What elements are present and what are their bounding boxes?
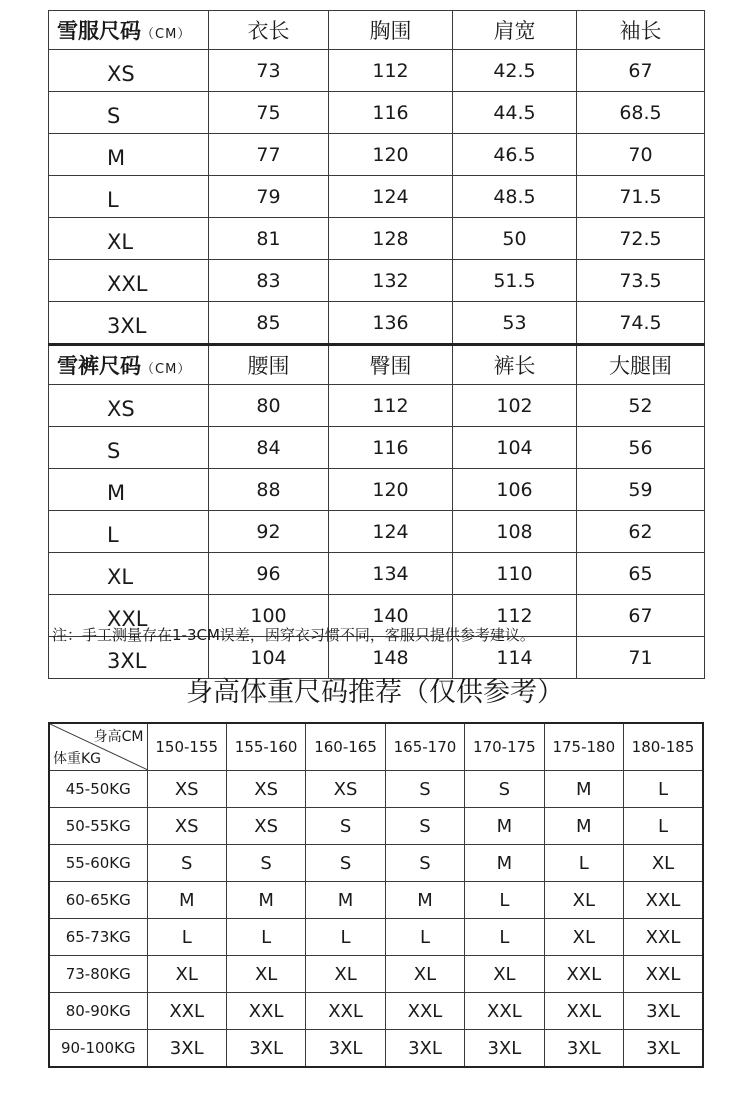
recommended-size-cell: M <box>226 882 305 919</box>
jacket-section <box>49 11 705 345</box>
pants-value-cell: 112 <box>453 595 577 637</box>
jacket-row <box>49 260 705 302</box>
recommended-size-cell: S <box>385 808 464 845</box>
pants-col-header: 臀围 <box>329 345 453 385</box>
recommended-size-cell: S <box>465 771 544 808</box>
recommended-size-cell: XS <box>147 808 226 845</box>
pants-value-cell: 106 <box>453 469 577 511</box>
pants-size-cell: M <box>49 469 209 511</box>
jacket-row <box>49 302 705 345</box>
pants-value-cell: 84 <box>209 427 329 469</box>
pants-size-cell: S <box>49 427 209 469</box>
recommended-size-cell: L <box>465 882 544 919</box>
height-range-header: 175-180 <box>544 723 623 771</box>
jacket-value-cell: 51.5 <box>453 260 577 302</box>
pants-col-header: 腰围 <box>209 345 329 385</box>
pants-value-cell: 96 <box>209 553 329 595</box>
recommended-size-cell: 3XL <box>624 993 703 1030</box>
height-range-header: 170-175 <box>465 723 544 771</box>
pants-value-cell: 88 <box>209 469 329 511</box>
jacket-size-cell: L <box>49 176 209 218</box>
jacket-value-cell: 112 <box>329 50 453 92</box>
jacket-row <box>49 92 705 134</box>
recommended-size-cell: L <box>624 808 703 845</box>
jacket-value-cell: 50 <box>453 218 577 260</box>
jacket-header-row <box>49 11 705 50</box>
recommend-header-row <box>49 723 703 771</box>
recommended-size-cell: XS <box>147 771 226 808</box>
pants-value-cell: 148 <box>329 637 453 679</box>
recommended-size-cell: M <box>385 882 464 919</box>
recommend-row <box>49 845 703 882</box>
recommend-row <box>49 956 703 993</box>
weight-range-cell: 80-90KG <box>49 993 147 1030</box>
height-range-header: 150-155 <box>147 723 226 771</box>
weight-range-cell: 90-100KG <box>49 1030 147 1068</box>
pants-row <box>49 385 705 427</box>
recommended-size-cell: XL <box>226 956 305 993</box>
pants-row <box>49 511 705 553</box>
pants-value-cell: 112 <box>329 385 453 427</box>
pants-value-cell: 110 <box>453 553 577 595</box>
weight-range-cell: 55-60KG <box>49 845 147 882</box>
corner-height-label: 身高CM <box>93 729 144 745</box>
recommended-size-cell: XXL <box>544 956 623 993</box>
jacket-col-header: 肩宽 <box>453 11 577 50</box>
recommend-row <box>49 993 703 1030</box>
recommended-size-cell: 3XL <box>385 1030 464 1068</box>
jacket-size-cell: 3XL <box>49 302 209 345</box>
recommended-size-cell: L <box>147 919 226 956</box>
pants-value-cell: 104 <box>209 637 329 679</box>
recommend-table <box>48 722 704 1068</box>
recommended-size-cell: 3XL <box>306 1030 385 1068</box>
pants-value-cell: 62 <box>577 511 705 553</box>
recommended-size-cell: XXL <box>385 993 464 1030</box>
jacket-col-header: 胸围 <box>329 11 453 50</box>
pants-value-cell: 100 <box>209 595 329 637</box>
jacket-value-cell: 75 <box>209 92 329 134</box>
recommended-size-cell: XS <box>226 808 305 845</box>
recommended-size-cell: XL <box>147 956 226 993</box>
pants-size-cell: XL <box>49 553 209 595</box>
jacket-value-cell: 83 <box>209 260 329 302</box>
recommended-size-cell: XL <box>306 956 385 993</box>
recommend-row <box>49 919 703 956</box>
jacket-value-cell: 81 <box>209 218 329 260</box>
jacket-value-cell: 71.5 <box>577 176 705 218</box>
jacket-value-cell: 85 <box>209 302 329 345</box>
recommended-size-cell: M <box>147 882 226 919</box>
pants-value-cell: 124 <box>329 511 453 553</box>
pants-size-cell: XS <box>49 385 209 427</box>
measurement-note: 注：手工测量存在1-3CM误差，因穿衣习惯不同，客服只提供参考建议。 <box>52 626 535 644</box>
recommended-size-cell: L <box>624 771 703 808</box>
jacket-value-cell: 136 <box>329 302 453 345</box>
recommended-size-cell: XL <box>385 956 464 993</box>
pants-value-cell: 134 <box>329 553 453 595</box>
jacket-value-cell: 77 <box>209 134 329 176</box>
pants-value-cell: 108 <box>453 511 577 553</box>
recommended-size-cell: M <box>465 808 544 845</box>
weight-range-cell: 73-80KG <box>49 956 147 993</box>
pants-value-cell: 65 <box>577 553 705 595</box>
corner-cell <box>49 723 147 771</box>
recommended-size-cell: XL <box>465 956 544 993</box>
recommend-row <box>49 882 703 919</box>
weight-range-cell: 50-55KG <box>49 808 147 845</box>
pants-unit: （CM） <box>141 362 192 377</box>
pants-value-cell: 67 <box>577 595 705 637</box>
jacket-value-cell: 73 <box>209 50 329 92</box>
recommended-size-cell: L <box>385 919 464 956</box>
recommended-size-cell: S <box>306 808 385 845</box>
recommended-size-cell: S <box>147 845 226 882</box>
jacket-title-cell <box>49 11 209 50</box>
recommended-size-cell: XXL <box>624 882 703 919</box>
pants-value-cell: 80 <box>209 385 329 427</box>
recommended-size-cell: XXL <box>624 919 703 956</box>
jacket-col-header: 衣长 <box>209 11 329 50</box>
pants-title: 雪裤尺码 <box>57 354 141 378</box>
pants-value-cell: 140 <box>329 595 453 637</box>
jacket-size-cell: XXL <box>49 260 209 302</box>
height-range-header: 160-165 <box>306 723 385 771</box>
pants-value-cell: 116 <box>329 427 453 469</box>
recommended-size-cell: XL <box>544 882 623 919</box>
recommend-row <box>49 808 703 845</box>
jacket-value-cell: 70 <box>577 134 705 176</box>
recommended-size-cell: L <box>226 919 305 956</box>
recommended-size-cell: S <box>226 845 305 882</box>
jacket-row <box>49 50 705 92</box>
jacket-value-cell: 42.5 <box>453 50 577 92</box>
pants-size-cell: XXL <box>49 595 209 637</box>
jacket-value-cell: 68.5 <box>577 92 705 134</box>
pants-value-cell: 71 <box>577 637 705 679</box>
height-range-header: 165-170 <box>385 723 464 771</box>
recommended-size-cell: L <box>465 919 544 956</box>
pants-row <box>49 553 705 595</box>
jacket-row <box>49 218 705 260</box>
recommend-row <box>49 1030 703 1068</box>
recommended-size-cell: XS <box>226 771 305 808</box>
jacket-value-cell: 53 <box>453 302 577 345</box>
jacket-row <box>49 134 705 176</box>
weight-range-cell: 65-73KG <box>49 919 147 956</box>
recommended-size-cell: 3XL <box>624 1030 703 1068</box>
recommended-size-cell: M <box>306 882 385 919</box>
jacket-value-cell: 46.5 <box>453 134 577 176</box>
jacket-value-cell: 124 <box>329 176 453 218</box>
jacket-value-cell: 48.5 <box>453 176 577 218</box>
pants-value-cell: 120 <box>329 469 453 511</box>
pants-value-cell: 59 <box>577 469 705 511</box>
recommended-size-cell: XXL <box>306 993 385 1030</box>
recommended-size-cell: S <box>385 845 464 882</box>
height-range-header: 180-185 <box>624 723 703 771</box>
weight-range-cell: 45-50KG <box>49 771 147 808</box>
jacket-value-cell: 73.5 <box>577 260 705 302</box>
pants-title-cell <box>49 345 209 385</box>
pants-value-cell: 114 <box>453 637 577 679</box>
recommended-size-cell: M <box>465 845 544 882</box>
jacket-value-cell: 72.5 <box>577 218 705 260</box>
recommended-size-cell: XXL <box>465 993 544 1030</box>
recommended-size-cell: S <box>306 845 385 882</box>
pants-header-row <box>49 345 705 385</box>
height-range-header: 155-160 <box>226 723 305 771</box>
recommended-size-cell: L <box>306 919 385 956</box>
recommended-size-cell: 3XL <box>226 1030 305 1068</box>
recommended-size-cell: XL <box>544 919 623 956</box>
recommended-size-cell: XXL <box>226 993 305 1030</box>
pants-value-cell: 104 <box>453 427 577 469</box>
recommended-size-cell: 3XL <box>147 1030 226 1068</box>
recommended-size-cell: XXL <box>147 993 226 1030</box>
recommended-size-cell: XS <box>306 771 385 808</box>
corner-weight-label: 体重KG <box>53 751 102 767</box>
jacket-title: 雪服尺码 <box>57 19 141 43</box>
pants-value-cell: 52 <box>577 385 705 427</box>
recommended-size-cell: M <box>544 771 623 808</box>
jacket-size-cell: XL <box>49 218 209 260</box>
jacket-size-cell: XS <box>49 50 209 92</box>
jacket-value-cell: 132 <box>329 260 453 302</box>
pants-col-header: 裤长 <box>453 345 577 385</box>
recommend-row <box>49 771 703 808</box>
size-chart-table <box>48 10 705 679</box>
recommended-size-cell: XXL <box>624 956 703 993</box>
jacket-size-cell: M <box>49 134 209 176</box>
recommended-size-cell: S <box>385 771 464 808</box>
recommended-size-cell: 3XL <box>544 1030 623 1068</box>
recommend-heading: 身高体重尺码推荐（仅供参考） <box>186 677 564 708</box>
recommended-size-cell: M <box>544 808 623 845</box>
jacket-col-header: 袖长 <box>577 11 705 50</box>
pants-size-cell: L <box>49 511 209 553</box>
jacket-value-cell: 128 <box>329 218 453 260</box>
pants-size-cell: 3XL <box>49 637 209 679</box>
jacket-value-cell: 116 <box>329 92 453 134</box>
pants-value-cell: 92 <box>209 511 329 553</box>
pants-value-cell: 56 <box>577 427 705 469</box>
jacket-value-cell: 44.5 <box>453 92 577 134</box>
jacket-value-cell: 74.5 <box>577 302 705 345</box>
pants-row <box>49 469 705 511</box>
jacket-value-cell: 67 <box>577 50 705 92</box>
jacket-row <box>49 176 705 218</box>
jacket-value-cell: 79 <box>209 176 329 218</box>
recommended-size-cell: 3XL <box>465 1030 544 1068</box>
pants-value-cell: 102 <box>453 385 577 427</box>
jacket-size-cell: S <box>49 92 209 134</box>
recommended-size-cell: XXL <box>544 993 623 1030</box>
recommended-size-cell: L <box>544 845 623 882</box>
jacket-unit: （CM） <box>141 27 192 42</box>
recommended-size-cell: XL <box>624 845 703 882</box>
pants-row <box>49 427 705 469</box>
weight-range-cell: 60-65KG <box>49 882 147 919</box>
jacket-value-cell: 120 <box>329 134 453 176</box>
pants-col-header: 大腿围 <box>577 345 705 385</box>
